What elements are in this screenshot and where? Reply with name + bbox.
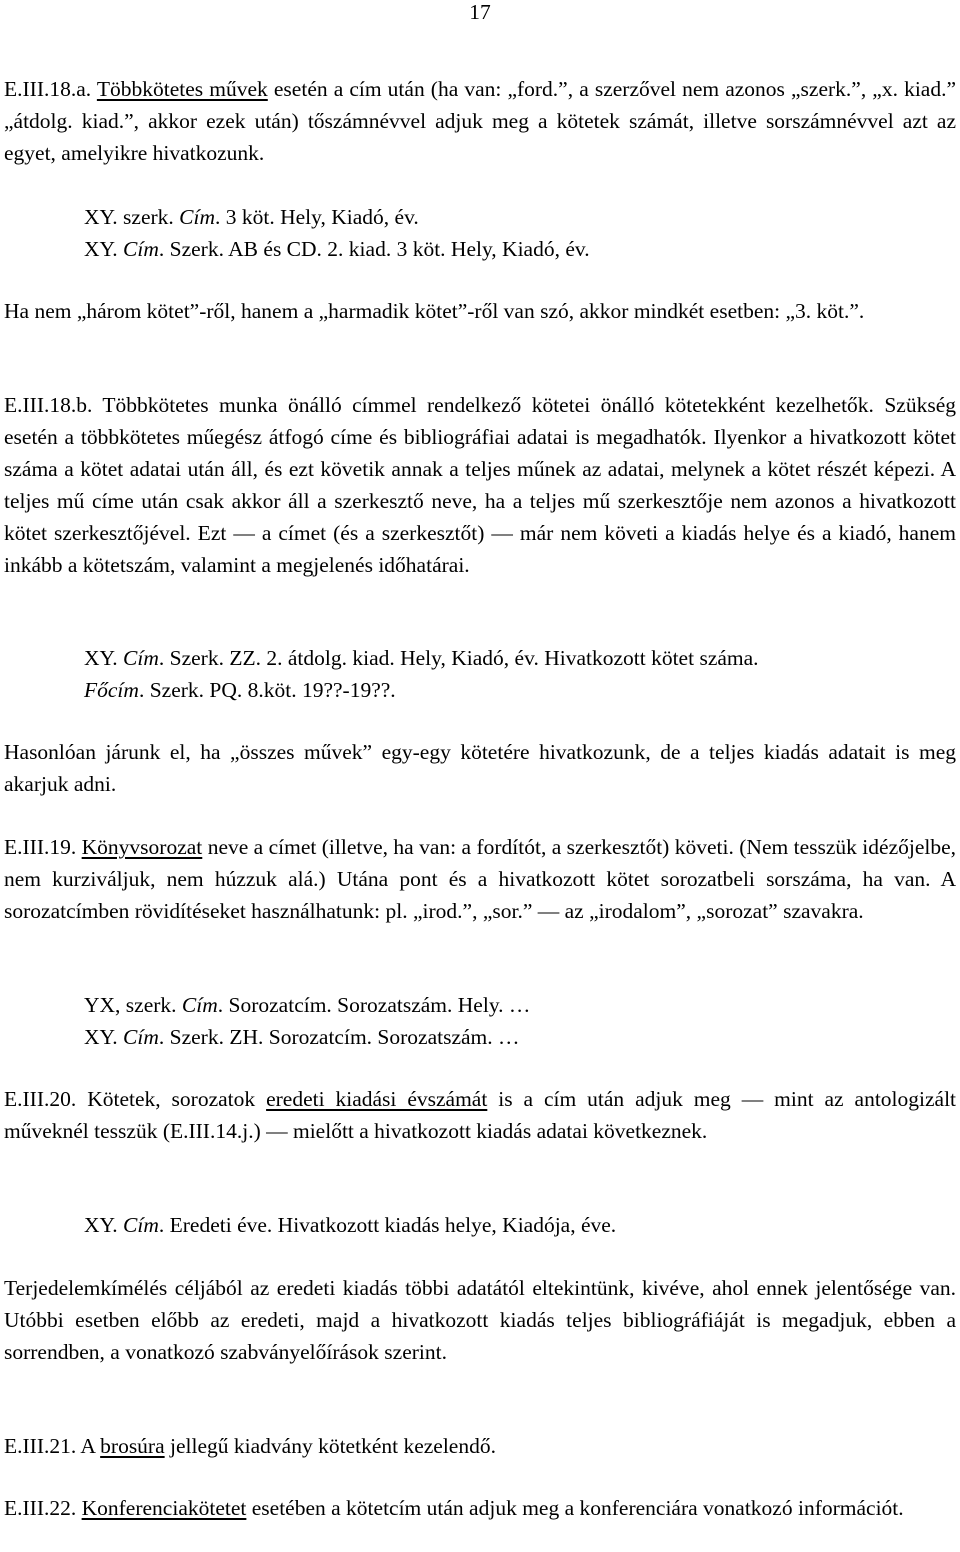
paragraph-text: esetén a cím után (ha van: „ford.”, a szerzővel nem azonos „szerk.”, „x. kiad.” „átdolg. kiad.”, akkor ezek után) tőszámnévvel adjuk meg a kötetek számát, illetve sorszámnévvel azt az egyet, amelyikre hivatkozunk.: [4, 77, 957, 165]
note-paragraph-1: [4, 295, 956, 327]
note-paragraph-2: [4, 736, 956, 800]
paragraph-text: is a cím után adjuk meg — mint az antologizált műveknél tesszük (E.III.14.j.) — mielőtt a hivatkozott kiadás adatai következnek.: [4, 1087, 957, 1143]
example-title-italic: Cím: [123, 646, 159, 670]
paragraph-text: Kötetek, sorozatok: [87, 1087, 256, 1111]
example-block-3: [84, 989, 956, 1053]
term-underlined: eredeti kiadási évszámát: [266, 1087, 488, 1111]
example-text: . Szerk. ZH. Sorozatcím. Sorozatszám. …: [158, 1025, 520, 1049]
section-e-iii-19: [4, 831, 956, 927]
term-underlined: Könyvsorozat: [81, 835, 203, 859]
example-line: [84, 989, 956, 1021]
paragraph-text: Terjedelemkímélés céljából az eredeti kiadás többi adatától eltekintünk, kivéve, ahol ennek jelentősége van. Utóbbi esetben előbb az eredeti, majd a hivatkozott kiadás teljes bibliográfiáját is megadjuk, ebben a sorrendben, a vonatkozó szabványelőírások szerint.: [4, 1276, 956, 1364]
example-text: . Szerk. ZZ. 2. átdolg. kiad. Hely, Kiadó, év. Hivatkozott kötet száma.: [158, 646, 759, 670]
paragraph: [4, 1492, 956, 1524]
example-block-1: [84, 201, 956, 265]
paragraph-text: jellegű kiadvány kötetként kezelendő.: [170, 1434, 496, 1458]
example-text: . Eredeti éve. Hivatkozott kiadás helye, Kiadója, éve.: [158, 1213, 617, 1237]
example-title-italic: Cím: [123, 237, 159, 261]
example-line: [84, 642, 956, 674]
page-number: 17: [469, 0, 491, 24]
example-text: YX, szerk.: [84, 993, 182, 1017]
example-text: XY. szerk.: [84, 205, 180, 229]
example-line: [84, 1209, 956, 1241]
section-e-iii-18-b: [4, 389, 956, 581]
example-line: [84, 674, 956, 706]
example-line: [84, 233, 956, 265]
section-code: E.III.19.: [4, 835, 77, 859]
paragraph-text: Ha nem „három kötet”-ről, hanem a „harmadik kötet”-ről van szó, akkor mindkét esetben: „3. köt.”.: [4, 299, 865, 323]
paragraph-text: E.III.18.b. Többkötetes munka önálló címmel rendelkező kötetei önálló kötetekként kezelhetők. Szükség esetén a többkötetes műegész átfogó címe és bibliográfiai adatai is megadhatók. Ilyenkor a hivatkozott kötet száma a kötet adatai után áll, és ezt követik annak a teljes műnek az adatai, melynek a kötet részét képezi. A teljes mű címe után csak akkor áll a szerkesztő neve, ha a teljes mű szerkesztője nem azonos a hivatkozott kötet szerkesztőjével. Ezt — a címet (és a szerkesztőt) — már nem követi a kiadás helye és a kiadó, hanem inkább a kötetszám, valamint a megjelenés időhatárai.: [4, 393, 956, 577]
section-code: E.III.18.a.: [4, 77, 92, 101]
example-text: . Szerk. AB és CD. 2. kiad. 3 köt. Hely, Kiadó, év.: [158, 237, 590, 261]
example-text: XY.: [84, 646, 124, 670]
example-title-italic: Cím: [181, 993, 218, 1017]
paragraph: [4, 1083, 956, 1147]
section-code: E.III.20.: [4, 1087, 77, 1111]
term-underlined: brosúra: [100, 1434, 165, 1458]
example-line: [84, 201, 956, 233]
example-text: XY.: [84, 1025, 124, 1049]
section-code: E.III.21. A: [4, 1434, 95, 1458]
paragraph-text: esetében a kötetcím után adjuk meg a konferenciára vonatkozó információt.: [251, 1496, 904, 1520]
section-e-iii-21: [4, 1430, 956, 1462]
example-text: . 3 köt. Hely, Kiadó, év.: [215, 205, 419, 229]
paragraph-text: Hasonlóan járunk el, ha „összes művek” egy-egy kötetére hivatkozunk, de a teljes kiadás adatait is meg akarjuk adni.: [4, 740, 956, 796]
example-text: XY.: [84, 237, 124, 261]
section-e-iii-18-a: [4, 73, 956, 169]
example-block-2: [84, 642, 956, 706]
paragraph-text: neve a címet (illetve, ha van: a fordítót, a szerkesztőt) követi. (Nem tesszük idézőjelbe, nem kurziváljuk, nem húzzuk alá.) Utána pont és a hivatkozott kötet sorozatbeli sorszáma, ha van. A sorozatcímben rövidítéseket használhatunk: pl. „irod.”, „sor.” — az „irodalom”, „sorozat” szavakra.: [4, 835, 957, 923]
example-text: . Sorozatcím. Sorozatszám. Hely. …: [217, 993, 531, 1017]
example-text: . Szerk. PQ. 8.köt. 19??-19??.: [138, 678, 396, 702]
paragraph: [4, 1430, 956, 1462]
example-text: XY.: [84, 1213, 124, 1237]
example-title-italic: Cím: [123, 1213, 159, 1237]
term-underlined: Konferenciakötetet: [81, 1496, 247, 1520]
paragraph: [4, 831, 956, 927]
example-title-italic: Cím: [179, 205, 215, 229]
example-block-4: [84, 1209, 956, 1241]
term-underlined: Többkötetes művek: [96, 77, 268, 101]
paragraph: [4, 73, 956, 169]
section-e-iii-22: [4, 1492, 956, 1524]
section-code: E.III.22.: [4, 1496, 77, 1520]
note-paragraph-3: [4, 1272, 956, 1368]
example-title-italic: Főcím: [84, 678, 139, 702]
example-line: [84, 1021, 956, 1053]
example-title-italic: Cím: [123, 1025, 159, 1049]
section-e-iii-20: [4, 1083, 956, 1147]
